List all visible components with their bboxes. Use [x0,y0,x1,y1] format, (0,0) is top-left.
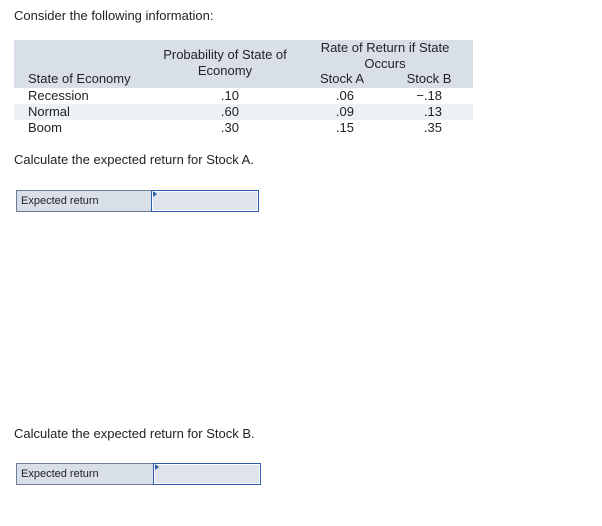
cell-stock-a: .06 [335,88,354,103]
cell-stock-b: .35 [423,120,442,135]
table-row [14,120,473,136]
header-state: State of Economy [28,71,131,86]
expected-return-input-b[interactable] [153,463,261,485]
cell-state: Normal [28,104,70,119]
input-marker-icon [155,464,159,470]
cell-probability: .10 [220,88,239,103]
expected-return-label-a: Expected return [16,190,156,212]
cell-stock-b: −.18 [416,88,442,103]
cell-stock-a: .09 [335,104,354,119]
expected-return-input-a[interactable] [151,190,259,212]
table-row [14,88,473,104]
header-stock-a: Stock A [319,71,365,86]
question-a-prompt: Calculate the expected return for Stock A. [14,152,254,167]
expected-return-label-b: Expected return [16,463,156,485]
header-probability: Probability of State of Economy [163,47,287,78]
table-header [14,40,473,88]
cell-stock-a: .15 [335,120,354,135]
header-stock-b: Stock B [406,71,452,86]
input-marker-icon [153,191,157,197]
cell-state: Boom [28,120,62,135]
intro-text: Consider the following information: [14,8,214,23]
header-rate-of-return: Rate of Return if State Occurs [320,40,450,71]
cell-state: Recession [28,88,89,103]
cell-probability: .30 [220,120,239,135]
cell-stock-b: .13 [423,104,442,119]
table-row [14,104,473,120]
question-b-prompt: Calculate the expected return for Stock B. [14,426,255,441]
cell-probability: .60 [220,104,239,119]
